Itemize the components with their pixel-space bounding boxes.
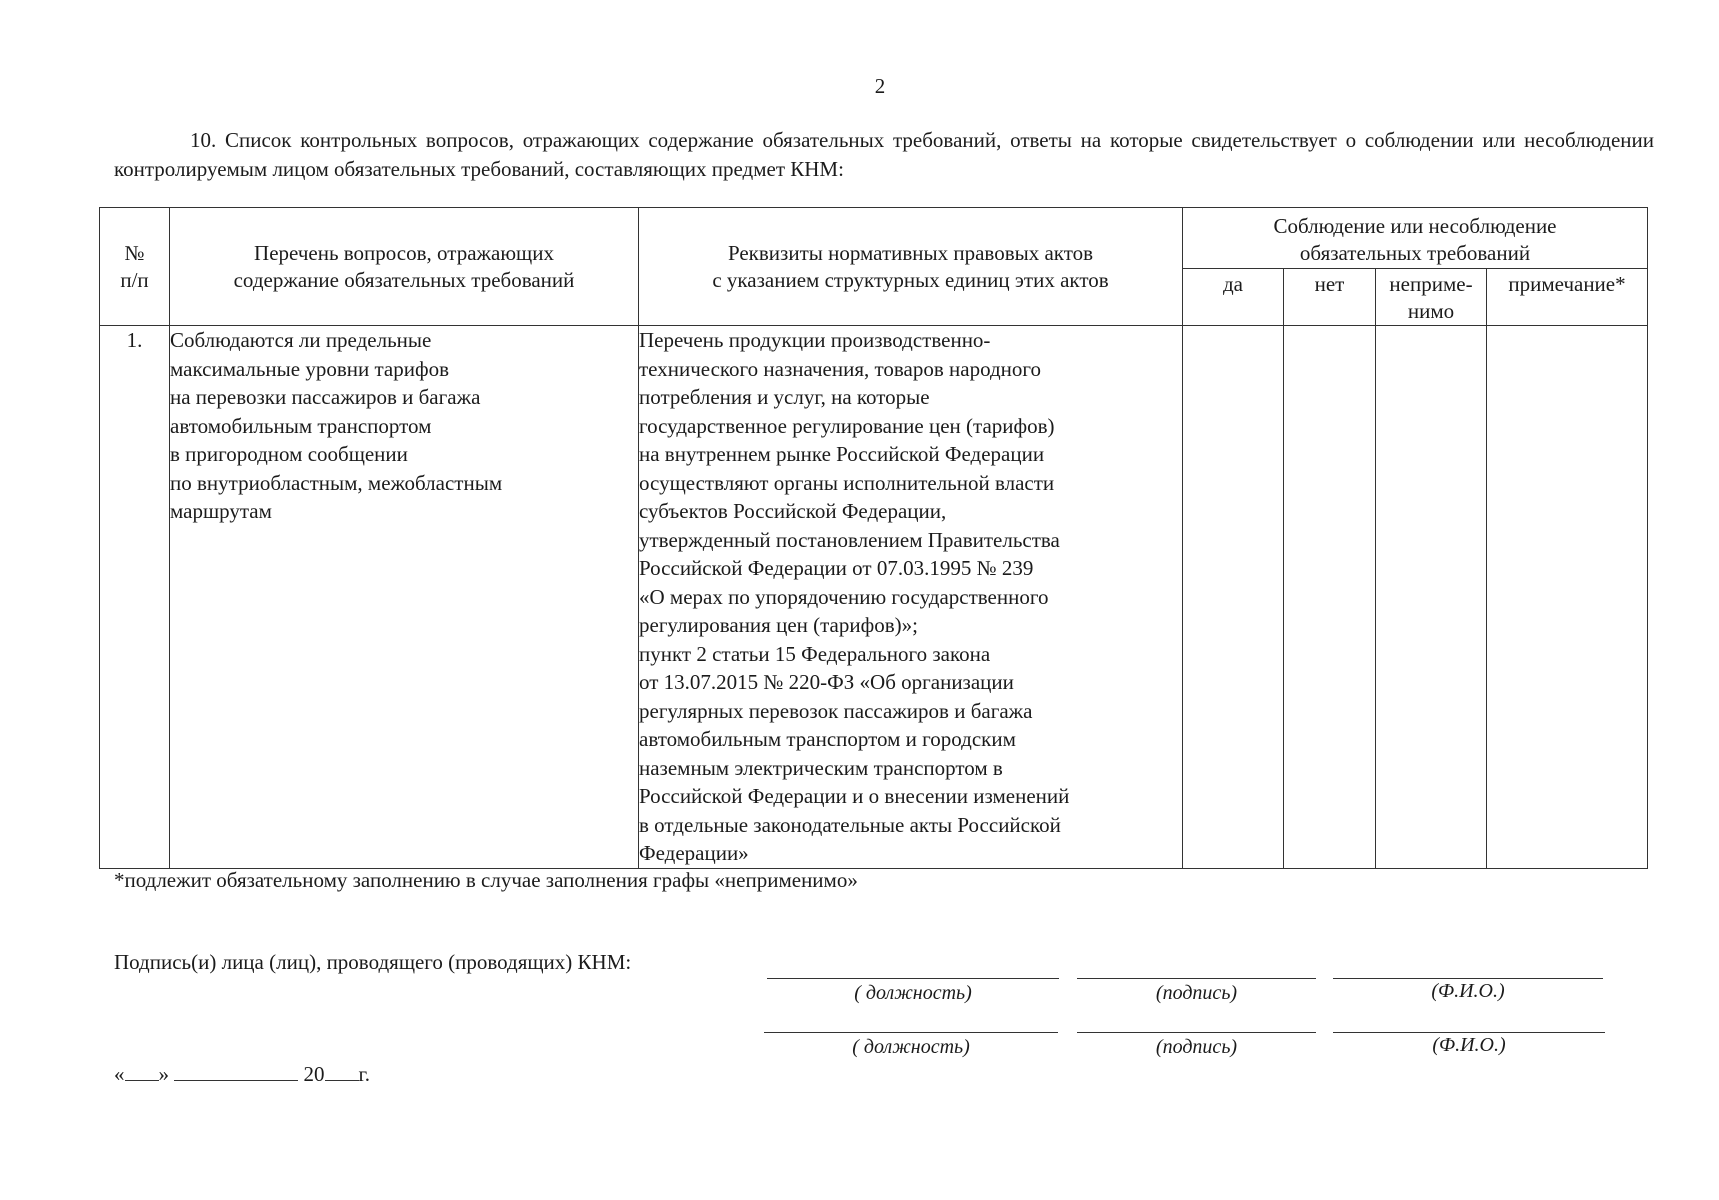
acts-line: потребления и услуг, на которые xyxy=(639,385,930,409)
date-open-quote: « xyxy=(114,1062,125,1086)
question-line: автомобильным транспортом xyxy=(170,413,432,438)
header-na-line-1: неприме- xyxy=(1389,272,1473,296)
signature-label: Подпись(и) лица (лиц), проводящего (проводящих) КНМ: xyxy=(114,950,632,974)
name-line-2[interactable] xyxy=(1333,1032,1605,1033)
acts-line: Российской Федерации и о внесении изменений xyxy=(639,784,1070,808)
question-line: на перевозки пассажиров и багажа xyxy=(170,385,481,409)
position-line-2[interactable] xyxy=(764,1032,1058,1033)
acts-line: Российской Федерации от 07.03.1995 № 239 xyxy=(639,556,1034,580)
name-line-1[interactable] xyxy=(1333,978,1603,979)
acts-line: государственное регулирование цен (тарифов) xyxy=(639,413,1055,438)
header-acts-line-1: Реквизиты нормативных правовых актов xyxy=(727,240,1094,265)
table-row xyxy=(100,326,1648,869)
header-num xyxy=(100,208,170,326)
signature-caption-1: (подпись) xyxy=(1155,982,1238,1004)
header-not-applicable xyxy=(1376,269,1487,326)
question-line: в пригородном сообщении xyxy=(170,442,408,466)
name-caption-1: (Ф.И.О.) xyxy=(1431,980,1505,1002)
acts-line: Перечень продукции производственно- xyxy=(639,328,991,352)
acts-line: «О мерах по упорядочению государственного xyxy=(639,584,1049,609)
name-caption-2: (Ф.И.О.) xyxy=(1432,1034,1506,1056)
acts-line: утвержденный постановлением Правительства xyxy=(639,527,1060,552)
header-acts-line-2: с указанием структурных единиц этих актов xyxy=(712,267,1109,292)
checklist-table xyxy=(99,207,1648,869)
answer-yes-cell[interactable] xyxy=(1183,326,1284,869)
answer-no-cell[interactable] xyxy=(1284,326,1376,869)
date-year-prefix: 20 xyxy=(303,1062,325,1086)
acts-line: технического назначения, товаров народного xyxy=(639,356,1041,381)
acts-line: пункт 2 статьи 15 Федерального закона xyxy=(639,641,991,666)
row-1-acts xyxy=(639,326,1183,869)
page-number: 2 xyxy=(874,74,886,98)
header-yes: да xyxy=(1183,269,1284,326)
acts-line: осуществляют органы исполнительной власти xyxy=(639,470,1055,495)
question-line: маршрутам xyxy=(170,499,272,523)
signature-caption-2: (подпись) xyxy=(1155,1036,1238,1058)
header-compliance-line-1: Соблюдение или несоблюдение xyxy=(1273,214,1557,238)
date-year-suffix: г. xyxy=(358,1062,370,1086)
header-compliance xyxy=(1183,208,1648,269)
acts-line: регулирования цен (тарифов)»; xyxy=(639,613,918,637)
header-no: нет xyxy=(1284,269,1376,326)
acts-line: субъектов Российской Федерации, xyxy=(639,499,947,523)
acts-line: автомобильным транспортом и городским xyxy=(639,727,1016,751)
date-line xyxy=(114,1060,370,1087)
acts-line: на внутреннем рынке Российской Федерации xyxy=(639,442,1045,466)
acts-line: Федерации» xyxy=(639,841,749,865)
answer-not-applicable-cell[interactable] xyxy=(1376,326,1487,869)
signature-line-1[interactable] xyxy=(1077,978,1316,979)
position-caption-2: ( должность) xyxy=(852,1036,970,1058)
question-line: по внутриобластным, межобластным xyxy=(170,470,503,495)
row-1-num: 1. xyxy=(100,326,170,869)
acts-line: от 13.07.2015 № 220-ФЗ «Об организации xyxy=(639,670,1014,694)
header-na-line-2: нимо xyxy=(1407,299,1455,323)
acts-line: наземным электрическим транспортом в xyxy=(639,755,1003,780)
header-questions-line-1: Перечень вопросов, отражающих xyxy=(254,240,554,265)
date-month-blank[interactable] xyxy=(174,1060,298,1081)
header-note: примечание* xyxy=(1487,269,1648,326)
date-year-blank[interactable] xyxy=(325,1060,359,1081)
header-num-line-1: № xyxy=(124,240,145,265)
date-day-blank[interactable] xyxy=(125,1060,159,1081)
section-10-intro: 10. Список контрольных вопросов, отражающих содержание обязательных требований, ответы на которые свидетельствует о соблюдении или несоблюдении контролируемым лицом обязательных требований, составляющих предмет КНМ: xyxy=(114,128,1654,181)
signature-line-2[interactable] xyxy=(1077,1032,1316,1033)
acts-line: в отдельные законодательные акты Российской xyxy=(639,812,1061,837)
header-questions xyxy=(170,208,639,326)
date-close-quote: » xyxy=(158,1062,169,1086)
header-questions-line-2: содержание обязательных требований xyxy=(233,267,575,292)
header-num-line-2: п/п xyxy=(120,267,149,292)
row-1-question xyxy=(170,326,639,869)
question-line: максимальные уровни тарифов xyxy=(170,356,449,381)
header-compliance-line-2: обязательных требований xyxy=(1299,241,1531,265)
acts-line: регулярных перевозок пассажиров и багажа xyxy=(639,698,1033,723)
position-line-1[interactable] xyxy=(767,978,1059,979)
position-caption-1: ( должность) xyxy=(854,982,972,1004)
header-acts xyxy=(639,208,1183,326)
question-line: Соблюдаются ли предельные xyxy=(170,328,432,352)
answer-note-cell[interactable] xyxy=(1487,326,1648,869)
footnote: *подлежит обязательному заполнению в случае заполнения графы «неприменимо» xyxy=(114,868,858,892)
